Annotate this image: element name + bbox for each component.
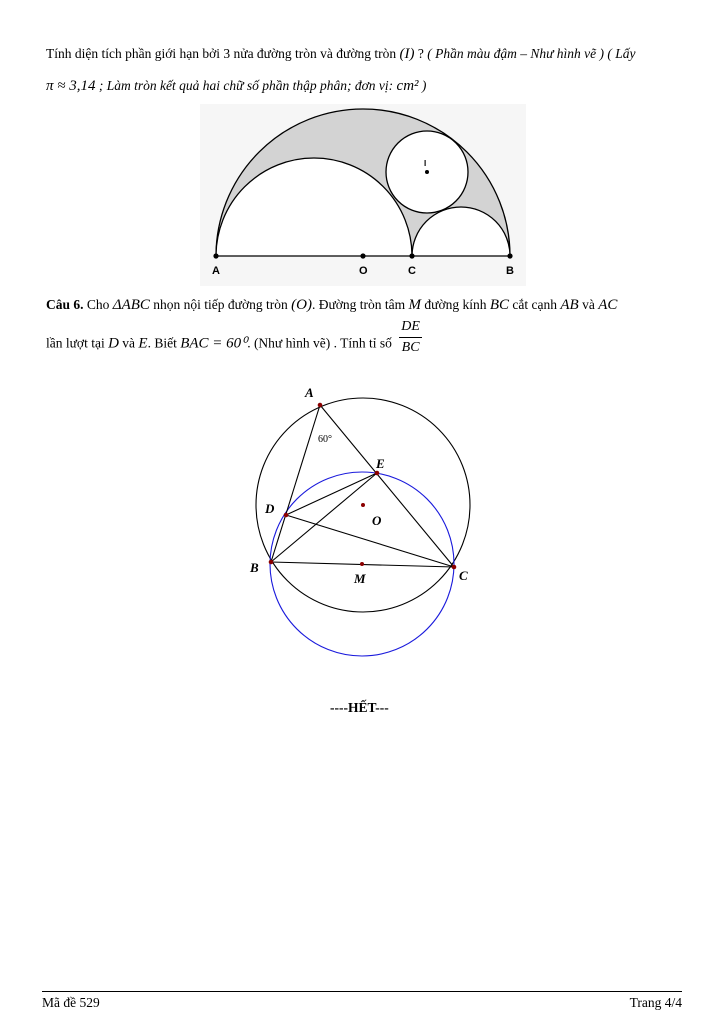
label-i: I (424, 159, 427, 168)
segment-be (271, 473, 377, 562)
label-o: O (359, 265, 368, 277)
point-m (360, 562, 364, 566)
fraction-de-bc (399, 319, 422, 356)
triangle-abc: ΔABC (112, 297, 150, 313)
text-and: và (118, 335, 139, 351)
point-c (452, 565, 457, 570)
problem5-note: ( Phần màu đậm – Như hình vẽ ) ( Lấy (427, 46, 636, 61)
point-b (269, 560, 274, 565)
problem5-text: Tính diện tích phần giới hạn bởi 3 nửa đường tròn và đường tròn (46, 46, 400, 61)
segment-bc-symbol: BC (489, 297, 510, 313)
point-e-symbol: E (138, 335, 148, 352)
text-tinh-ti-so: . (Như hình vẽ) . Tính tỉ số (247, 335, 392, 351)
text-cho: Cho (83, 297, 113, 312)
point-d (284, 513, 289, 518)
point-a (213, 253, 218, 258)
point-d-symbol: D (108, 335, 119, 352)
point-i (425, 170, 429, 174)
fraction-numerator: DE (399, 319, 422, 338)
side-ac (320, 405, 454, 567)
question-mark: ? (414, 46, 428, 61)
problem6-line1 (46, 297, 617, 314)
problem5-line2 (46, 78, 426, 95)
footer-page: Trang 4/4 (629, 995, 682, 1010)
side-ab (271, 405, 320, 562)
point-c (409, 253, 414, 258)
angle-label: 60° (318, 434, 332, 445)
label-a: A (305, 385, 314, 400)
figure-semicircles (200, 104, 526, 286)
text-va: và (578, 297, 599, 312)
text-biet: . Biết (147, 335, 181, 351)
problem6-title: Câu 6. (46, 297, 84, 312)
text-nhon: nhọn nội tiếp đường tròn (149, 297, 292, 312)
label-c: C (459, 568, 468, 583)
text-cat-canh: cắt cạnh (509, 297, 561, 312)
point-b (507, 253, 512, 258)
angle-bac: BAC = 60⁰ (180, 335, 248, 352)
label-a: A (212, 265, 220, 277)
label-e: E (376, 456, 385, 471)
close-paren: ) (418, 78, 427, 93)
label-b: B (250, 560, 259, 575)
label-b: B (506, 265, 514, 277)
problem6-line2 (46, 319, 422, 356)
rounding-note: ; Làm tròn kết quả hai chữ số phần thập phân; đơn vị: (95, 78, 397, 93)
point-o (361, 503, 365, 507)
figure-triangle-circles (240, 380, 480, 670)
footer-rule (42, 991, 682, 992)
text-duong-tron-tam: . Đường tròn tâm (311, 297, 409, 312)
footer-code: Mã đề 529 (42, 995, 100, 1010)
point-a (318, 403, 323, 408)
point-m-symbol: M (408, 297, 422, 313)
segment-ac-symbol: AC (598, 297, 618, 313)
problem5-line1 (46, 46, 636, 63)
fraction-denominator: BC (401, 340, 420, 355)
point-e (375, 471, 380, 476)
unit-cm2: cm² (396, 78, 419, 94)
point-o (360, 253, 365, 258)
label-d: D (265, 501, 275, 516)
segment-ab-symbol: AB (560, 297, 579, 313)
circle-i-symbol: (I) (399, 46, 415, 62)
end-marker: ----HẾT--- (330, 700, 389, 715)
circle-o-symbol: (O) (291, 297, 312, 313)
label-c: C (408, 265, 416, 277)
text-lan-luot: lần lượt tại (46, 335, 109, 351)
label-m: M (354, 571, 366, 586)
text-duong-kinh: đường kính (421, 297, 490, 312)
pi-approx: π ≈ 3,14 (46, 78, 96, 94)
label-o: O (372, 513, 382, 528)
segment-dc (286, 515, 454, 567)
segment-de (286, 473, 377, 515)
